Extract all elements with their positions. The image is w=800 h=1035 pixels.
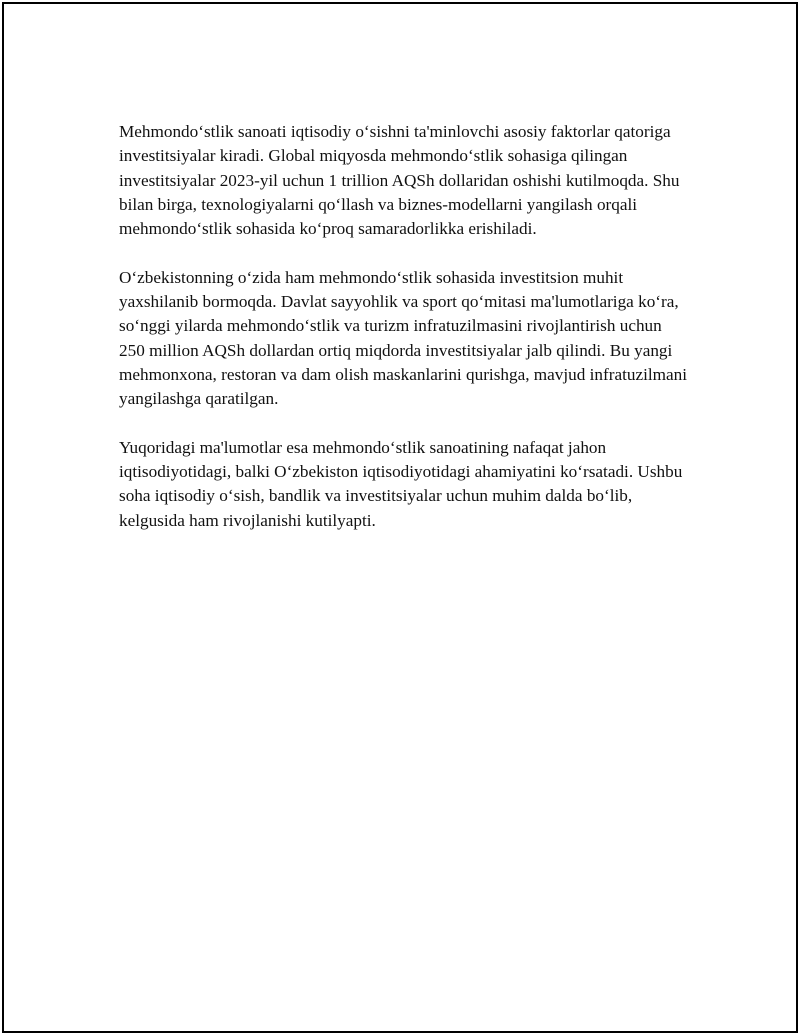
paragraph-conclusion: Yuqoridagi ma'lumotlar esa mehmondo‘stlik sanoatining nafaqat jahon iqtisodiyotidagi, balki O‘zbekiston iqtisodiyotidagi ahamiyatini ko‘rsatadi. Ushbu soha iqtisodiy o‘sish, bandlik va investitsiyalar uchun muhim dalda bo‘lib, kelgusida ham rivojlanishi kutilyapti. <box>119 437 683 530</box>
document-body <box>119 120 689 557</box>
page-frame <box>2 2 798 1033</box>
paragraph-investments-global: Mehmondo‘stlik sanoati iqtisodiy o‘sishni ta'minlovchi asosiy faktorlar qatoriga investitsiyalar kiradi. Global miqyosda mehmondo‘stlik sohasiga qilingan investitsiyalar 2023-yil uchun 1 trillion AQSh dollaridan oshishi kutilmoqda. Shu bilan birga, texnologiyalarni qo‘llash va biznes-modellarni yangilash orqali mehmondo‘stlik sohasida ko‘proq samaradorlikka erishiladi. <box>119 122 680 239</box>
paragraph-investments-uzbekistan: O‘zbekistonning o‘zida ham mehmondo‘stlik sohasida investitsion muhit yaxshilanib bormoqda. Davlat sayyohlik va sport qo‘mitasi ma'lumotlariga ko‘ra, so‘nggi yilarda mehmondo‘stlik va turizm infratuzilmasini rivojlantirish uchun 250 million AQSh dollardan ortiq miqdorda investitsiyalar jalb qilindi. Bu yangi mehmonxona, restoran va dam olish maskanlarini qurishga, mavjud infratuzilmani yangilashga qaratilgan. <box>119 267 688 409</box>
